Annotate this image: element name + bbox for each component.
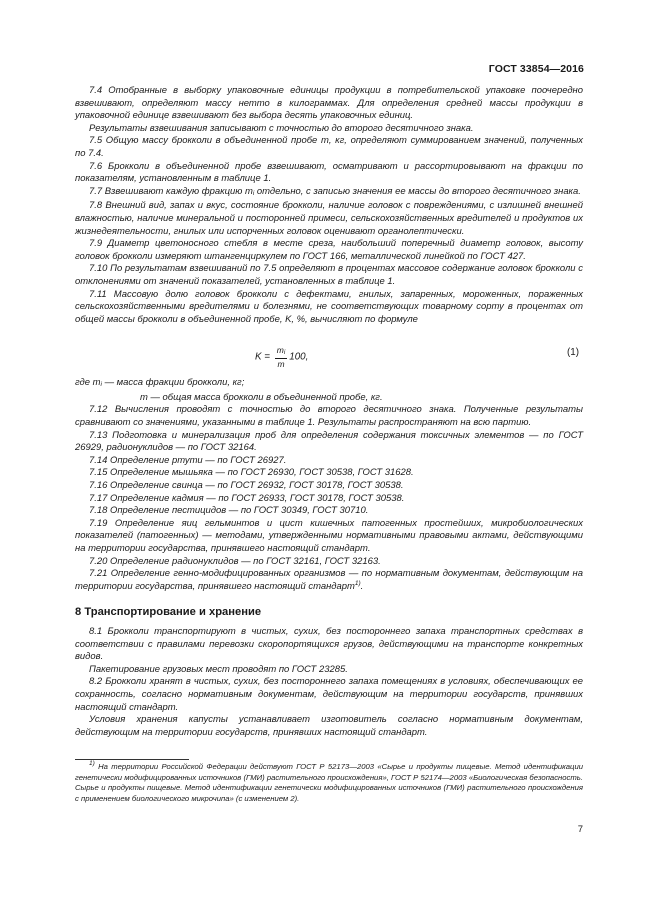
paragraph-7-10: 7.10 По результатам взвешиваний по 7.5 определяют в процентах массовое содержание головок брокколи с отклонениями от значений показателей, установленных в таблице 1. — [75, 263, 583, 287]
paragraph: Условия хранения капусты устанавливает изготовитель согласно нормативным документам, действующим на территории государств, принявших настоящий стандарт. — [75, 714, 583, 738]
paragraph-8-2: 8.2 Брокколи хранят в чистых, сухих, без постороннего запаха помещениях в условиях, обеспечивающих ее сохранность, согласно нормативным документам, действующим на территории государств, принявших настоящий стандарт. — [75, 676, 583, 713]
paragraph-7-11: 7.11 Массовую долю головок брокколи с дефектами, гнилых, запаренных, мороженных, пораженных сельскохозяйственными вредителями и болезнями, не соответствующих товарному сорту в процентах от общей массы брокколи в объединенной пробе, K, %, вычисляют по формуле — [75, 288, 583, 325]
paragraph-7-12: 7.12 Вычисления проводят с точностью до второго десятичного знака. Полученные результаты сравнивают со значениями, указанными в таблице 1. Результаты распространяют на всю партию. — [75, 404, 583, 429]
formula-expression: K = $\frac{m_i}{m}$ 100, — [255, 345, 309, 370]
paragraph-8-1: 8.1 Брокколи транспортируют в чистых, сухих, без постороннего запаха транспортных средствах в соответствии с правилами перевозки скоропортящихся грузов, действующими на транспорте конкретных видов. — [75, 625, 583, 663]
paragraph: Результаты взвешивания записывают с точностью до второго десятичного знака. — [89, 122, 474, 134]
document-header: ГОСТ 33854—2016 — [488, 63, 584, 75]
equation-number: (1) — [567, 347, 579, 359]
section-heading: 8 Транспортирование и хранение — [75, 606, 262, 619]
where-line-2: m — общая масса брокколи в объединенной пробе, кг. — [140, 391, 383, 403]
paragraph-7-14: 7.14 Определение ртути — по ГОСТ 26927. — [89, 454, 287, 466]
document-body — [75, 85, 583, 739]
paragraph-7-13: 7.13 Подготовка и минерализация проб для определения содержания токсичных элементов — по ГОСТ 26929, радионуклидов — по ГОСТ 32164. — [75, 429, 583, 454]
paragraph-7-19: 7.19 Определение яиц гельминтов и цист кишечных патогенных простейших, микробиологических показателей (патогенных) — методами, утвержденными нормативными правовыми актами, действующими на территории государства, принявшего настоящий стандарт. — [75, 517, 583, 554]
page-number: 7 — [577, 824, 583, 835]
paragraph-7-6: 7.6 Брокколи в объединенной пробе взвешивают, осматривают и рассортировывают на фракции по показателям, установленным в таблице 1. — [75, 160, 583, 185]
paragraph-7-7: 7.7 Взвешивают каждую фракцию $m_i$ отдельно, с записью значения ее массы до второго десятичного знака. — [89, 185, 581, 197]
paragraph-7-16: 7.16 Определение свинца — по ГОСТ 26932, ГОСТ 30178, ГОСТ 30538. — [89, 480, 404, 492]
paragraph-7-15: 7.15 Определение мышьяка — по ГОСТ 26930, ГОСТ 30538, ГОСТ 31628. — [89, 467, 414, 479]
paragraph: Пакетирование грузовых мест проводят по ГОСТ 23285. — [89, 663, 348, 675]
paragraph-7-18: 7.18 Определение пестицидов — по ГОСТ 30349, ГОСТ 30710. — [89, 505, 369, 517]
paragraph-7-21: 7.21 Определение генно-модифицированных организмов — по нормативным документам, действующим на территории государства, принявшего настоящий стандарт$^{1)}$. — [75, 568, 583, 592]
where-line-1: где $m_i$ — масса фракции брокколи, кг; — [75, 377, 245, 389]
fraction: $\frac{m_i}{m}$ — [276, 345, 286, 370]
footnote: $^{1)}$ На территории Российской Федерации действуют ГОСТ Р 52173—2003 «Сырье и продукты пищевые. Метод идентификации генетически модифицированных источников (ГМИ) растительного происхождения», ГОСТ Р 52174—2003 «Биологическая безопасность. Сырье и продукты пищевые. Метод идентификации генетически модифицированных источников (ГМИ) растительного происхождения с применением биологического микрочипа» (с изменением 2). — [75, 760, 583, 803]
paragraph-7-4: 7.4 Отобранные в выборку упаковочные единицы продукции в потребительской упаковке поочередно взвешивают, определяют массу нетто в килограммах. Для определения средней массы продукции в упаковочной единице взвешивают без выбора десять упаковочных единиц. — [75, 85, 583, 122]
paragraph-7-9: 7.9 Диаметр цветоносного стебля в месте среза, наибольший поперечный диаметр головок, высоту головок брокколи измеряют штангенциркулем по ГОСТ 166, металлической линейкой по ГОСТ 427. — [75, 238, 583, 262]
paragraph-7-8: 7.8 Внешний вид, запах и вкус, состояние брокколи, наличие головок с повреждениями, с излишней внешней влажностью, наличие минеральной и посторонней примеси, сельскохозяйственных вредителей и продуктов их жизнедеятельности, гнилых или испорченных головок оценивают органолептически. — [75, 200, 583, 237]
footnote-reference: 1) — [354, 579, 361, 587]
paragraph-7-20: 7.20 Определение радионуклидов — по ГОСТ 32161, ГОСТ 32163. — [89, 555, 381, 567]
paragraph-7-17: 7.17 Определение кадмия — по ГОСТ 26933, ГОСТ 30178, ГОСТ 30538. — [89, 492, 405, 504]
formula-1 — [75, 339, 583, 375]
paragraph-7-5: 7.5 Общую массу брокколи в объединенной пробе m, кг, определяют суммированием значений, полученных по 7.4. — [75, 135, 583, 159]
